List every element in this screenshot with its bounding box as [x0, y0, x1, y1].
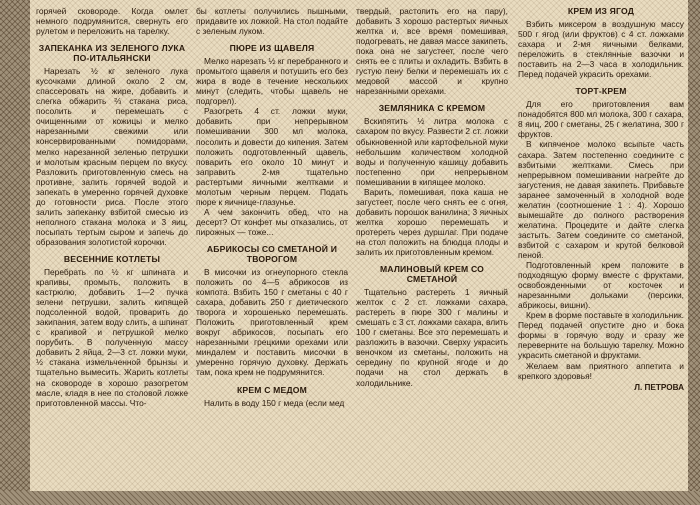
- recipe-paragraph: Желаем вам приятного аппетита и крепкого здоровья!: [518, 360, 684, 381]
- recipe-heading: МАЛИНОВЫЙ КРЕМ СО СМЕТАНОЙ: [379, 264, 485, 285]
- recipe-paragraph: А чем закончить обед, что на десерт? От конфет мы отказались, от пирожных — тоже...: [196, 206, 348, 237]
- recipe-paragraph: Нарезать ½ кг зеленого лука кусочками длиной около 2 см, спассеровать на жире, добавить и слегка обжарить ⅔ стакана риса, посолить и перемешать с очищенными от кожицы и мелко нарезанными свежими или консервированными помидорами, мелко нарезанной зеленью петрушки и молотым красным перцем по вкусу. Разложить приготовленную смесь на противне, залить горячей водой и запекать в умеренно горячей духовке до готовности риса. После этого залить запеканку взбитой смесью из неполного стакана молока и 3 яиц, посыпать тертым сыром и запечь до образования золотистой корочки.: [36, 66, 188, 247]
- recipe-paragraph: горячей сковороде. Когда омлет немного подрумянится, свернуть его рулетом и переложить на тарелку.: [36, 6, 188, 37]
- recipe-paragraph: Мелко нарезать ½ кг перебранного и промытого щавеля и потушить его без жира в воде в течение нескольких минут (следить, чтобы щавель не подгорел).: [196, 56, 348, 107]
- recipe-paragraph: Вскипятить ½ литра молока с сахаром по вкусу. Развести 2 ст. ложки обыкновенной или картофельной муки небольшим количеством холодной воды и полученную кашицу добавить постепенно при непрерывном помешивании в кипящее молоко.: [356, 116, 508, 187]
- recipe-heading: КРЕМ С МЕДОМ: [236, 384, 308, 395]
- recipe-paragraph: Перебрать по ½ кг шпината и крапивы, промыть, положить в кастрюлю, добавить 1—2 пучка зелени петрушки, залить кипящей подсоленной водой, проварить до закипания, затем воду слить, а шпинат с крапивой и петрушкой мелко порубить. В полученную массу добавить 2 яйца, 2—3 ст. ложки муки, ½ стакана измельченной брынзы и тщательно вымесить. Жарить котлеты на сковороде в хорошо разогретом масле, кладя в нее по столовой ложке приготовленной массы. Что-: [36, 266, 188, 408]
- recipe-heading: АБРИКОСЫ СО СМЕТАНОЙ И ТВОРОГОМ: [206, 243, 338, 264]
- text-column-4: [518, 6, 684, 494]
- text-column-2: [196, 6, 348, 494]
- recipe-heading: ЗЕМЛЯНИКА С КРЕМОМ: [378, 103, 486, 114]
- recipe-paragraph: В мисочки из огнеупорного стекла положить по 4—5 абрикосов из компота. Взбить 150 г сметаны с 40 г сахара, добавить 250 г диетического творога и хорошенько перемешать. Положить приготовленный крем вокруг абрикосов, посыпать его нарезанными грецкими орехами или миндалем и поставить мисочки в умеренно горячую духовку. Держать там, пока крем не подрумянится.: [196, 266, 348, 378]
- recipe-paragraph: Разогреть 4 ст. ложки муки, добавить при непрерывном помешивании 300 мл молока, посолить и довести до кипения. Затем положить подготовленный щавель, поварить его около 10 минут и заправить 2-мя тщательно растертыми яичными желтками и молотым черным перцем. Подать пюре к яичнице-глазунье.: [196, 106, 348, 207]
- recipe-paragraph: бы котлеты получились пышными, придавите их ложкой. На стол подайте с зеленым луком.: [196, 6, 348, 37]
- recipe-heading: ЗАПЕКАНКА ИЗ ЗЕЛЕНОГО ЛУКА ПО-ИТАЛЬЯНСКИ: [38, 43, 186, 64]
- recipe-paragraph: Варить, помешивая, пока каша не загустеет, после чего снять ее с огня, добавить порошок ванилина; 3 яичных желтка хорошо перемешать и протереть через дуршлаг. При подаче на стол положить на блюдца плоды и залить их приготовленным кремом.: [356, 186, 508, 258]
- recipe-paragraph: Взбить миксером в воздушную массу 500 г ягод (или фруктов) с 4 ст. ложками сахара и 2-мя яичными белками, переложить в стеклянные вазочки и поставить на 2—3 часа в холодильник. Перед подачей украсить орехами.: [518, 19, 684, 80]
- recipe-paragraph: Налить в воду 150 г меда (если мед: [204, 397, 345, 408]
- recipe-heading: КРЕМ ИЗ ЯГОД: [567, 6, 635, 16]
- recipe-heading: ПЮРЕ ИЗ ЩАВЕЛЯ: [229, 43, 315, 54]
- recipe-paragraph: Крем в форме поставьте в холодильник. Перед подачей опустите дно и бока формы в горячую воду и сразу же переверните на большую тарелку. Можно украсить сметаной и фруктами.: [518, 310, 684, 361]
- recipe-paragraph: В кипяченое молоко всыпьте часть сахара. Затем постепенно соедините с взбитыми желтками. Смесь при непрерывном помешивании нагрейте до загустения, не давая закипеть. Прибавьте заранее замоченный в холодной воде желатин (соотношение 1 : 4). Хорошо вымешайте до полного растворения желатина. Процедите и дайте слегка застыть. Затем соедините со сметаной, взбитой с сахаром и крутой белковой пеной.: [518, 139, 684, 260]
- right-decorative-border: [688, 0, 700, 505]
- author-signature: Л. ПЕТРОВА: [634, 382, 684, 392]
- recipe-paragraph: Тщательно растереть 1 яичный желток с 2 ст. ложками сахара, растереть в пюре 300 г малины и смешать с 3 ст. ложками сахара, влить 100 г сметаны. Все это перемешать и разложить в вазочки. Сверху украсить веночком из сметаны, положить на середину по крупной ягоде и до подачи на стол держать в холодильнике.: [356, 287, 508, 388]
- recipe-paragraph: Подготовленный крем положите в подходящую форму вместе с фруктами, освобожденными от косточек и нарезанными дольками (персики, абрикосы, вишни).: [518, 260, 684, 311]
- left-decorative-border: [0, 0, 30, 505]
- recipe-paragraph: твердый, растопить его на пару), добавить 3 хорошо растертых яичных желтка и, все время помешивая, подогревать, не давая массе закипеть, пока она не загустеет, после чего снять ее с плиты и охладить. Взбить в густую пену белки и перемешать их с медовой массой и крупно нарезанными орехами.: [356, 6, 508, 97]
- text-column-1: [36, 6, 188, 494]
- recipe-heading: ВЕСЕННИЕ КОТЛЕТЫ: [63, 253, 161, 264]
- recipe-heading: ТОРТ-КРЕМ: [575, 86, 627, 97]
- text-column-3: [356, 6, 508, 494]
- recipe-paragraph: Для его приготовления вам понадобятся 800 мл молока, 300 г сахара, 8 яиц, 200 г сметаны, 25 г желатина, 300 г фруктов.: [518, 99, 684, 140]
